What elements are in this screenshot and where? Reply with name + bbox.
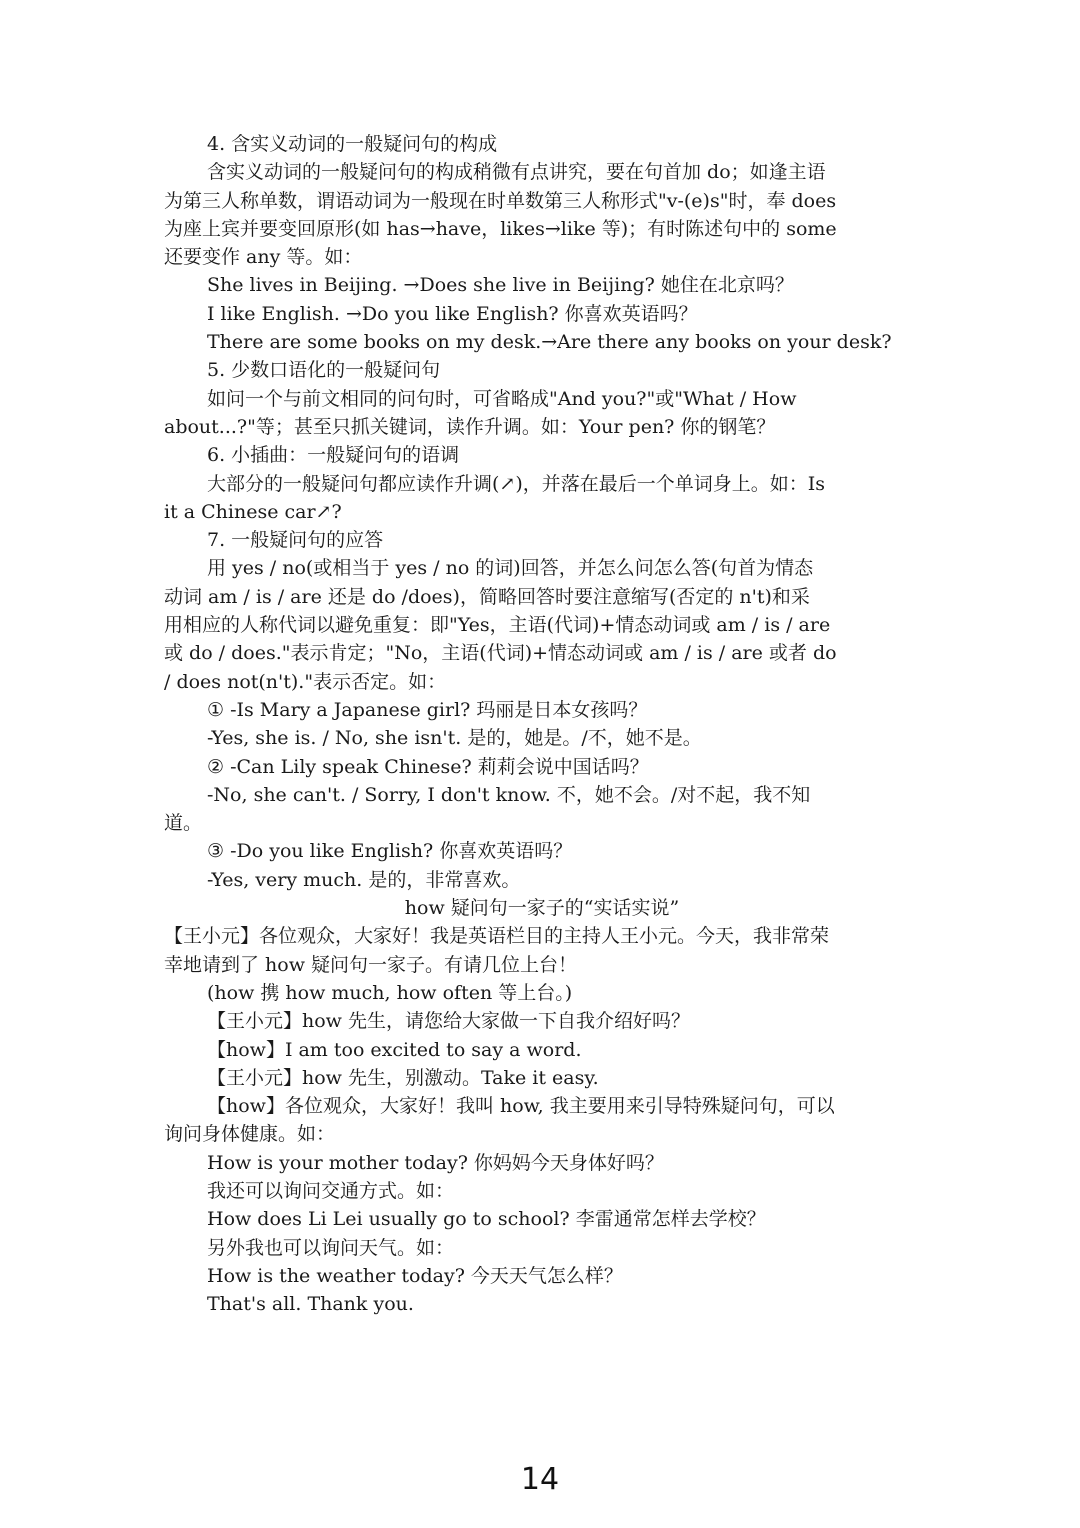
text-body: [164, 130, 920, 1318]
dialogue-line: 【how】各位观众，大家好！我叫 how, 我主要用来引导特殊疑问句，可以: [207, 1095, 835, 1118]
page-number: 14: [520, 1462, 560, 1497]
paragraph-line: 大部分的一般疑问句都应读作升调(↗)，并落在最后一个单词身上。如：Is: [207, 472, 826, 495]
paragraph-line: 用相应的人称代词以避免重复：即"Yes，主语(代词)+情态动词或 am / is / are: [164, 614, 831, 637]
example-line: How is your mother today? 你妈妈今天身体好吗？: [207, 1151, 664, 1174]
dialogue-line: 幸地请到了 how 疑问句一家子。有请几位上台！: [164, 953, 578, 976]
paragraph-line: 用 yes / no(或相当于 yes / no 的词)回答，并怎么问怎么答(句首为情态: [207, 557, 814, 580]
paragraph-line: 或 do / does."表示肯定；"No，主语(代词)+情态动词或 am / is / are 或者 do: [164, 642, 837, 665]
example-line: -Yes, she is. / No, she isn't. 是的，她是。/不，她不是。: [207, 727, 702, 750]
dialogue-line: 【王小元】各位观众，大家好！我是英语栏目的主持人王小元。今天，我非常荣: [164, 925, 830, 948]
dialogue-line: 【how】I am too excited to say a word.: [207, 1038, 582, 1061]
section-4-heading: 4. 含实义动词的一般疑问句的构成: [207, 133, 498, 155]
example-line: How does Li Lei usually go to school? 李雷通常怎样去学校？: [207, 1208, 766, 1231]
example-line: ① -Is Mary a Japanese girl? 玛丽是日本女孩吗？: [207, 698, 648, 721]
paragraph-line: / does not(n't)."表示否定。如：: [164, 670, 447, 693]
paragraph-line: 为座上宾并要变回原形(如 has→have，likes→like 等)；有时陈述句中的 some: [164, 217, 837, 240]
example-line: She lives in Beijing. →Does she live in Beijing? 她住在北京吗？: [207, 274, 794, 297]
section-6-heading: 6. 小插曲：一般疑问句的语调: [207, 444, 460, 467]
dialogue-title: how 疑问句一家子的“实话实说”: [404, 897, 680, 920]
example-line: 道。: [164, 812, 203, 835]
paragraph-line: 还要变作 any 等。如：: [164, 246, 363, 269]
dialogue-line: 我还可以询问交通方式。如：: [207, 1179, 455, 1202]
dialogue-line: That's all. Thank you.: [207, 1293, 414, 1316]
paragraph-line: 为第三人称单数，谓语动词为一般现在时单数第三人称形式"v-(e)s"时，奉 does: [164, 189, 837, 212]
section-7-heading: 7. 一般疑问句的应答: [207, 529, 384, 552]
example-line: ② -Can Lily speak Chinese? 莉莉会说中国话吗？: [207, 755, 649, 778]
paragraph-line: it a Chinese car↗?: [164, 500, 342, 523]
example-line: There are some books on my desk.→Are there any books on your desk?: [207, 331, 892, 354]
example-line: ③ -Do you like English? 你喜欢英语吗？: [207, 840, 573, 863]
paragraph-line: 含实义动词的一般疑问句的构成稍微有点讲究，要在句首加 do；如逢主语: [207, 161, 826, 184]
section-5-heading: 5. 少数口语化的一般疑问句: [207, 359, 441, 382]
example-line: -No, she can't. / Sorry, I don't know. 不，她不会。/对不起，我不知: [207, 783, 811, 806]
example-line: How is the weather today? 今天天气怎么样？: [207, 1264, 623, 1287]
dialogue-line: 询问身体健康。如：: [164, 1123, 336, 1146]
example-line: I like English. →Do you like English? 你喜欢英语吗？: [207, 302, 698, 325]
paragraph-line: 如问一个与前文相同的问句时，可省略成"And you?"或"What / How: [207, 387, 797, 410]
example-line: -Yes, very much. 是的，非常喜欢。: [207, 868, 521, 891]
stage-direction: (how 携 how much, how often 等上台。): [207, 981, 573, 1004]
dialogue-line: 【王小元】how 先生，请您给大家做一下自我介绍好吗？: [207, 1010, 690, 1033]
dialogue-line: 【王小元】how 先生，别激动。Take it easy.: [207, 1066, 599, 1089]
paragraph-line: 动词 am / is / are 还是 do /does)，简略回答时要注意缩写(否定的 n't)和采: [164, 585, 810, 608]
paragraph-line: about...?"等；甚至只抓关键词，读作升调。如：Your pen? 你的钢笔？: [164, 415, 776, 438]
dialogue-line: 另外我也可以询问天气。如：: [207, 1236, 455, 1259]
